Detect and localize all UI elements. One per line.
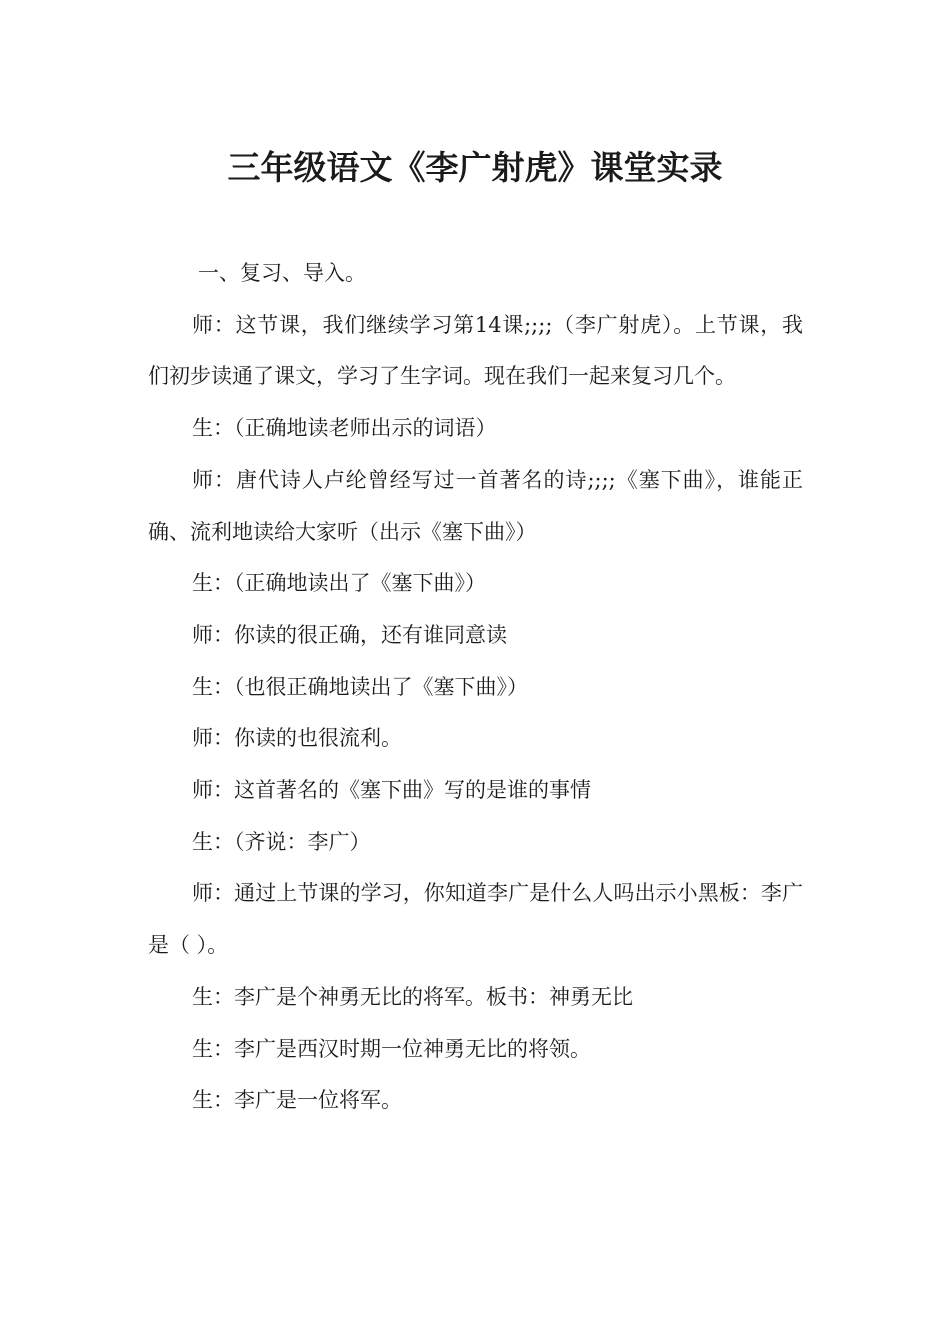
paragraph: 生：（正确地读老师出示的词语）: [192, 416, 497, 441]
paragraph: 师：这首著名的《塞下曲》写的是谁的事情: [192, 778, 591, 803]
paragraph: 师：你读的也很流利。: [192, 726, 402, 751]
paragraph: 师：通过上节课的学习，你知道李广是什么人吗出示小黑板：李广是（ ）。: [148, 881, 803, 958]
section-heading: 一、复习、导入。: [198, 261, 366, 285]
paragraph: 生：（齐说：李广）: [192, 829, 371, 854]
paragraph: 师：这节课，我们继续学习第14课;;;;（李广射虎）。上节课，我们初步读通了课文，学习了生字词。现在我们一起来复习几个。: [148, 312, 803, 389]
paragraph: 生：（正确地读出了《塞下曲》）: [192, 571, 486, 596]
paragraph: 生：李广是一位将军。: [192, 1088, 402, 1113]
paragraph: 生：（也很正确地读出了《塞下曲》）: [192, 674, 528, 699]
document-title: 三年级语文《李广射虎》课堂实录: [227, 148, 723, 188]
paragraph: 师：你读的很正确，还有谁同意读: [192, 622, 507, 647]
paragraph: 师：唐代诗人卢纶曾经写过一首著名的诗;;;;《塞下曲》，谁能正确、流利地读给大家听（出示《塞下曲》）: [148, 467, 803, 544]
paragraph: 生：李广是西汉时期一位神勇无比的将领。: [192, 1036, 591, 1061]
document-body: [148, 248, 803, 1127]
paragraph: 生：李广是个神勇无比的将军。板书：神勇无比: [192, 984, 633, 1009]
